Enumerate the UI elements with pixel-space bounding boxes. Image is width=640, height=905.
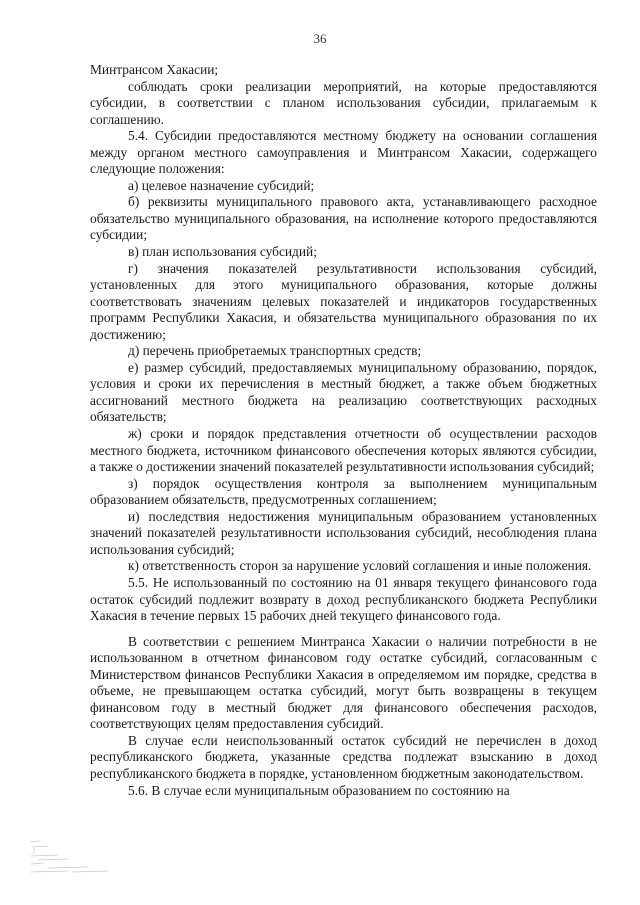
paragraph: В соответствии с решением Минтранса Хакасии о наличии потребности в не использованном в отчетном финансовом году остатке субсидий, согласованным с Министерством финансов Республики Хакасия в определяемом им порядке, средства в объеме, не превышающем остатка субсидий, могут быть возвращены в текущем финансовом году в местный бюджет для финансового обеспечения расходов, соответствующих целям предоставления субсидий. [90,633,597,732]
paragraph: ж) сроки и порядок представления отчетности об осуществлении расходов местного бюджета, источником финансового обеспечения которых являются субсидии, а также о достижении значений показателей результативности использования субсидий; [90,426,597,475]
paragraph: д) перечень приобретаемых транспортных средств; [128,343,422,359]
paragraph: з) порядок осуществления контроля за выполнением муниципальным образованием обязательств, предусмотренных соглашением; [90,475,597,508]
paragraph: к) ответственность сторон за нарушение условий соглашения и иные положения. [128,558,592,574]
page-number: 36 [313,31,327,46]
margin-scribble-mark [28,838,118,878]
paragraph: а) целевое назначение субсидий; [128,177,315,193]
paragraph: в) план использования субсидий; [128,244,317,260]
paragraph: Минтрансом Хакасии; [90,62,219,77]
paragraph: е) размер субсидий, предоставляемых муниципальному образованию, порядок, условия и сроки их перечисления в местный бюджет, а также объем бюджетных ассигнований местного бюджета на реализацию соответствующих расходных обязательств; [90,359,597,425]
paragraph: г) значения показателей результативности использования субсидий, установленных для этого муниципального образования, которые должны соответствовать значениям целевых показателей и индикаторов государственных программ Республики Хакасия, и обязательства муниципального образования по их достижению; [90,260,597,342]
paragraph: и) последствия недостижения муниципальным образованием установленных значений показателей результативности использования субсидий, несоблюдения плана использования субсидий; [90,508,597,557]
paragraph: 5.4. Субсидии предоставляются местному бюджету на основании соглашения между органом местного самоуправления и Минтрансом Хакасии, содержащего следующие положения: [90,128,597,177]
paragraph: 5.5. Не использованный по состоянию на 01 января текущего финансового года остаток субсидий подлежит возврату в доход республиканского бюджета Республики Хакасия в течение первых 15 рабочих дней текущего финансового года. [90,574,597,624]
document-body [90,62,597,799]
paragraph: 5.6. В случае если муниципальным образованием по состоянию на [128,782,510,798]
paragraph: б) реквизиты муниципального правового акта, устанавливающего расходное обязательство муниципального образования, на исполнение которого предоставляются субсидии; [90,194,597,243]
paragraph-gap [90,625,597,634]
paragraph: В случае если неиспользованный остаток субсидий не перечислен в доход республиканского бюджета, указанные средства подлежат взысканию в доход республиканского бюджета в порядке, установленном бюджетным законодательством. [90,732,597,781]
paragraph: соблюдать сроки реализации мероприятий, на которые предоставляются субсидии, в соответствии с планом использования субсидии, прилагаемым к соглашению. [90,78,597,127]
